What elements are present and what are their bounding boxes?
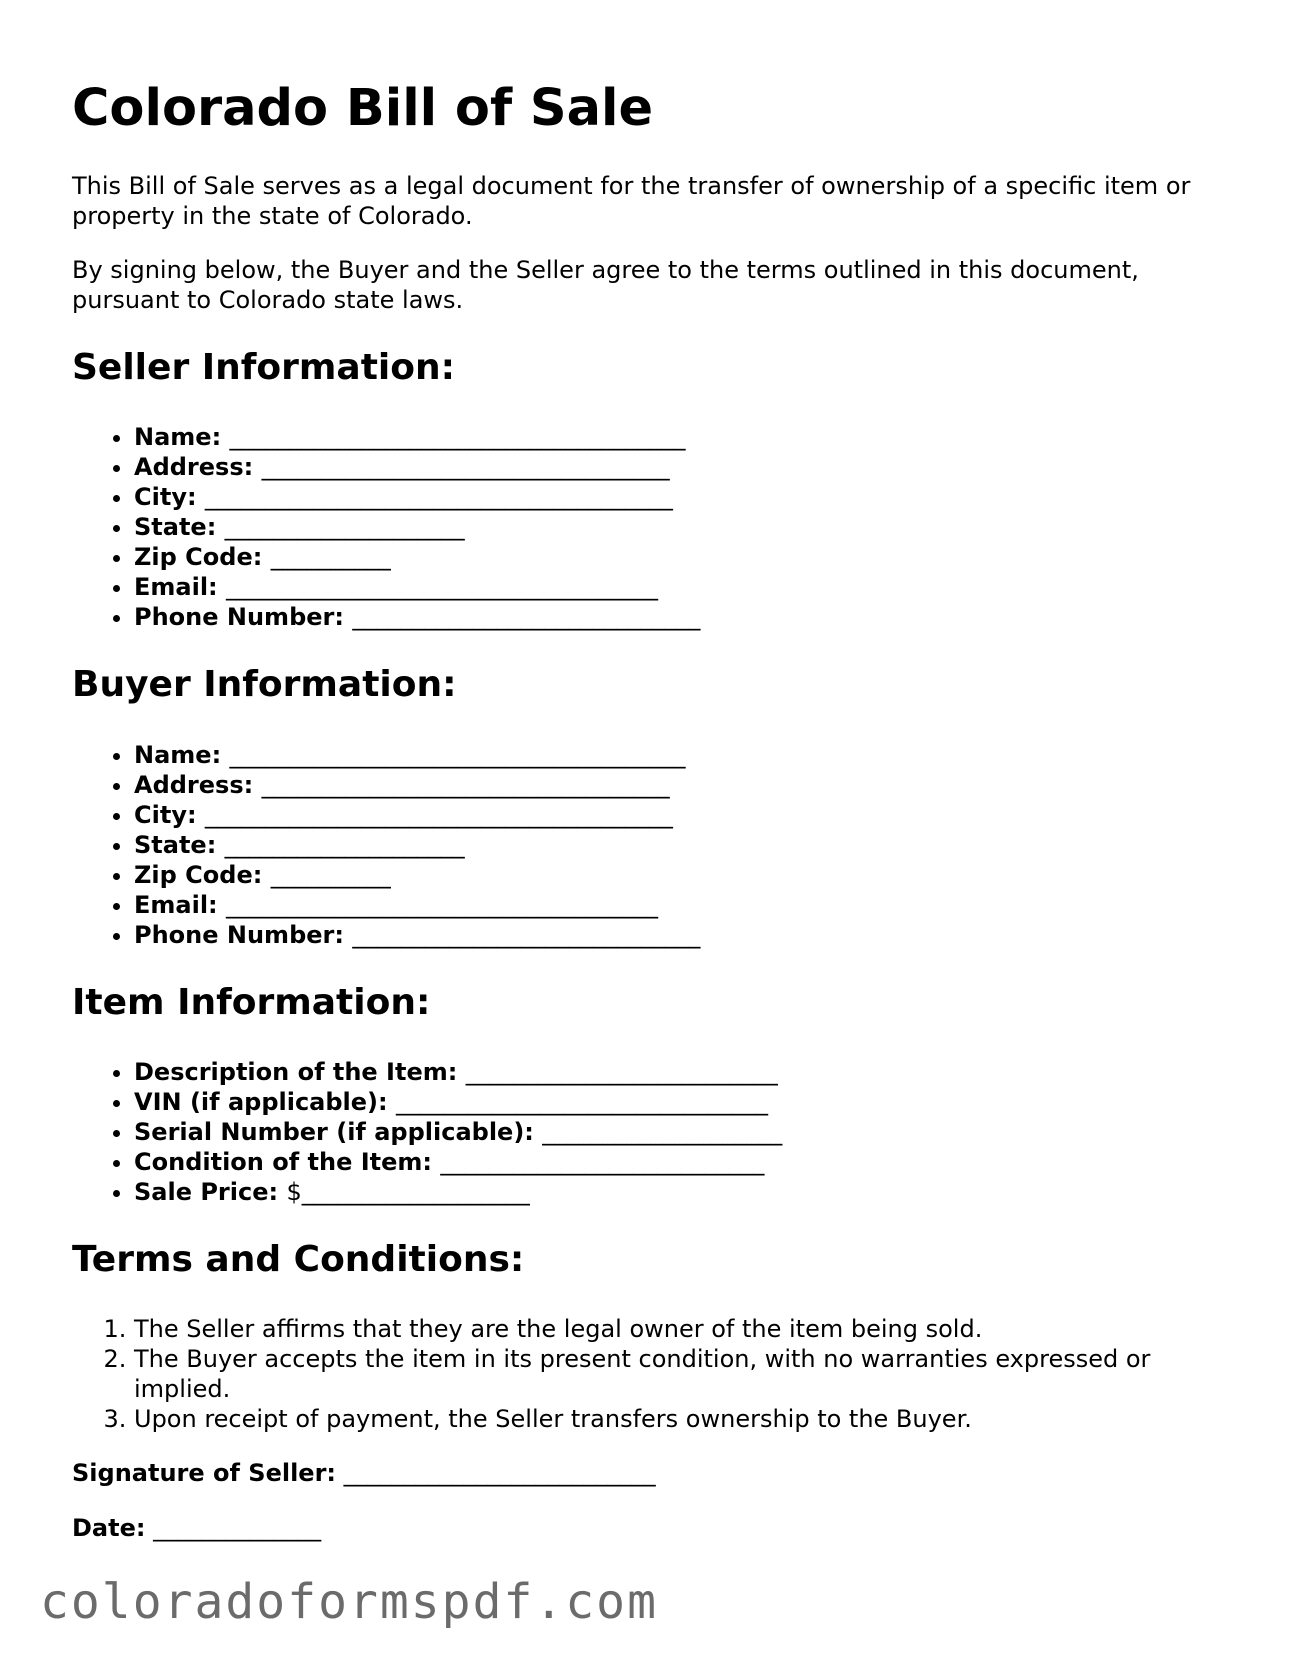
- blank-line: _____________________________: [352, 603, 701, 632]
- field-label: Phone Number:: [134, 920, 344, 949]
- seller-address-field: [134, 452, 1232, 482]
- blank-line: ______________________________________: [229, 423, 686, 452]
- buyer-fields-list: [72, 740, 1232, 950]
- buyer-city-field: [134, 800, 1232, 830]
- blank-line: $___________________: [286, 1177, 530, 1206]
- blank-line: ____________________: [224, 830, 465, 859]
- intro-paragraph: This Bill of Sale serves as a legal document for the transfer of ownership of a specific item or property in the state of Colorado.: [72, 172, 1191, 231]
- buyer-phone-field: [134, 920, 1232, 950]
- term-item: 1. The Seller affirms that they are the legal owner of the item being sold.: [134, 1314, 1232, 1344]
- field-label: City:: [134, 483, 197, 512]
- blank-line: __________________________________: [261, 770, 670, 799]
- seller-fields-list: [72, 422, 1232, 632]
- blank-line: _______________________________________: [204, 483, 673, 512]
- seller-name-field: [134, 422, 1232, 452]
- field-label: Phone Number:: [134, 603, 344, 632]
- field-label: Email:: [134, 890, 218, 919]
- item-condition-field: [134, 1147, 1232, 1177]
- date-label: Date:: [72, 1513, 146, 1542]
- terms-list: [72, 1314, 1232, 1434]
- item-heading: Item Information:: [72, 981, 431, 1023]
- blank-line: __________: [270, 860, 391, 889]
- date-line: [72, 1513, 1232, 1543]
- blank-line: ____________________________________: [226, 890, 659, 919]
- blank-line: __________: [270, 543, 391, 572]
- field-label: Address:: [134, 770, 254, 799]
- blank-line: ______________________________________: [229, 740, 686, 769]
- blank-line: ___________________________: [440, 1147, 765, 1176]
- seller-heading: Seller Information:: [72, 347, 456, 389]
- seller-zip-field: [134, 542, 1232, 572]
- field-label: Name:: [134, 423, 222, 452]
- buyer-state-field: [134, 830, 1232, 860]
- buyer-zip-field: [134, 860, 1232, 890]
- buyer-name-field: [134, 740, 1232, 770]
- buyer-email-field: [134, 890, 1232, 920]
- blank-line: _______________________________________: [204, 800, 673, 829]
- document-page: [72, 78, 1232, 1543]
- blank-line: __________________________________: [261, 453, 670, 482]
- blank-line: __________________________: [465, 1057, 778, 1086]
- blank-line: ____________________________________: [226, 573, 659, 602]
- field-label: Serial Number (if applicable):: [134, 1117, 534, 1146]
- field-label: VIN (if applicable):: [134, 1087, 388, 1116]
- field-label: Sale Price:: [134, 1177, 279, 1206]
- field-label: Email:: [134, 573, 218, 602]
- blank-line: ____________________: [542, 1117, 783, 1146]
- blank-line: _____________________________: [352, 920, 701, 949]
- field-label: Description of the Item:: [134, 1057, 458, 1086]
- seller-phone-field: [134, 602, 1232, 632]
- signature-blank: __________________________: [343, 1458, 656, 1487]
- blank-line: _______________________________: [395, 1087, 768, 1116]
- field-label: Zip Code:: [134, 543, 263, 572]
- field-label: State:: [134, 513, 217, 542]
- buyer-heading: Buyer Information:: [72, 664, 457, 706]
- term-item: 3. Upon receipt of payment, the Seller transfers ownership to the Buyer.: [134, 1404, 1232, 1434]
- field-label: Zip Code:: [134, 860, 263, 889]
- field-label: Address:: [134, 453, 254, 482]
- watermark-text: coloradoformspdf.com: [40, 1574, 658, 1630]
- item-serial-field: [134, 1117, 1232, 1147]
- item-vin-field: [134, 1087, 1232, 1117]
- field-label: Condition of the Item:: [134, 1147, 432, 1176]
- buyer-address-field: [134, 770, 1232, 800]
- seller-city-field: [134, 482, 1232, 512]
- date-blank: ______________: [153, 1513, 322, 1542]
- agreement-paragraph: By signing below, the Buyer and the Seller agree to the terms outlined in this document, pursuant to Colorado state laws.: [72, 256, 1139, 315]
- blank-line: ____________________: [224, 513, 465, 542]
- seller-email-field: [134, 572, 1232, 602]
- terms-heading: Terms and Conditions:: [72, 1238, 525, 1280]
- seller-signature-line: [72, 1458, 1232, 1488]
- seller-state-field: [134, 512, 1232, 542]
- item-price-field: [134, 1177, 1232, 1207]
- term-item: 2. The Buyer accepts the item in its present condition, with no warranties expressed or implied.: [134, 1344, 1232, 1404]
- field-label: City:: [134, 800, 197, 829]
- page-title: Colorado Bill of Sale: [72, 79, 654, 138]
- signature-label: Signature of Seller:: [72, 1458, 337, 1487]
- item-description-field: [134, 1057, 1232, 1087]
- field-label: State:: [134, 830, 217, 859]
- item-fields-list: [72, 1057, 1232, 1207]
- field-label: Name:: [134, 740, 222, 769]
